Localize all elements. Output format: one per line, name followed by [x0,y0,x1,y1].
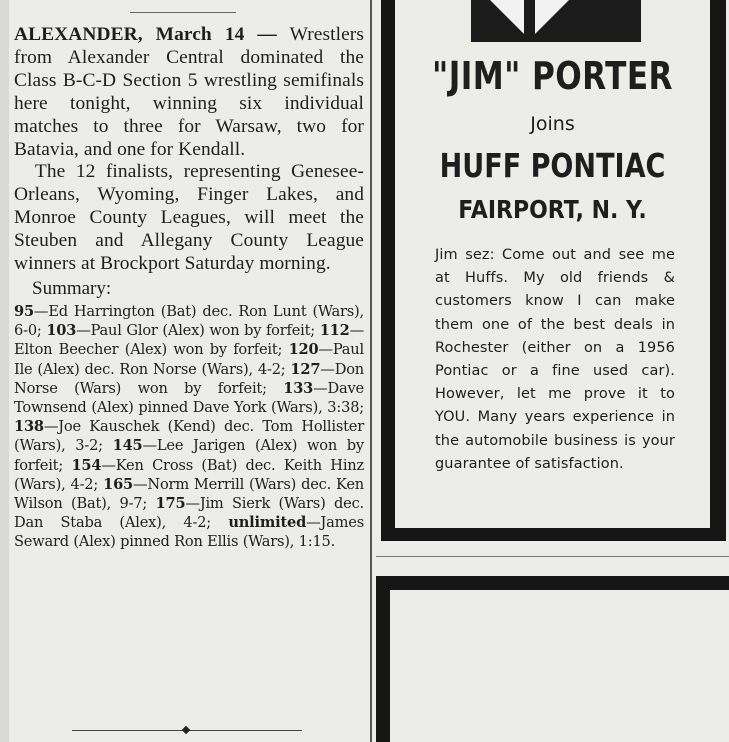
result-item: 95—Ed Harrington (Bat) dec. Ron Lunt (Wars), 6-0; [14,302,364,340]
paragraph-2-text: The 12 finalists, representing Genesee-Orleans, Wyoming, Finger Lakes, and Monroe County Leagues, will meet the Steuben and Allegany County League winners at Brockport Saturday morning. [14,161,364,275]
result-weight: 145 [112,437,143,455]
result-text: Ed Harrington (Bat) dec. Ron Lunt (Wars), 6-0; [14,302,364,340]
result-weight: unlimited [228,514,307,532]
result-text: Elton Beecher (Alex) won by forfeit; [14,341,283,359]
result-text: James Seward (Alex) pinned Ron Ellis (Wars), 1:15. [14,514,364,551]
result-item: 112—Elton Beecher (Alex) won by forfeit; [14,322,364,359]
result-weight: 127 [290,360,321,378]
result-item: 165—Norm Merrill (Wars) dec. Ken Wilson (Bat), 9-7; [14,475,364,512]
article-paragraph-2 [14,161,364,276]
result-text: Dave Townsend (Alex) pinned Dave York (Wars), 3:38; [14,379,364,416]
result-weight: 112 [319,322,350,340]
ad-headline-name: "JIM" PORTER [432,54,673,98]
ad-city: FAIRPORT, N. Y. [458,195,647,224]
top-rule [130,12,236,13]
ad-panel [395,0,710,528]
result-weight: 175 [155,495,186,512]
summary-label: Summary: [32,277,112,299]
result-item: 120—Paul Ile (Alex) dec. Ron Norse (Wars), 4-2; [14,341,364,378]
result-item: unlimited—James Seward (Alex) pinned Ron Ellis (Wars), 1:15. [14,514,364,551]
result-weight: 120 [288,341,319,359]
article-column [14,24,364,552]
result-text: Norm Merrill (Wars) dec. Ken Wilson (Bat), 9-7; [14,475,364,512]
result-text: Jim Sierk (Wars) dec. Dan Staba (Alex), 4-2; [14,495,364,532]
result-item: 103—Paul Glor (Alex) won by forfeit; [46,322,315,340]
ad-dealer-name: HUFF PONTIAC [439,146,666,185]
result-text: Paul Ile (Alex) dec. Ron Norse (Wars), 4-2; [14,341,364,378]
result-item: 133—Dave Townsend (Alex) pinned Dave York (Wars), 3:38; [14,379,364,416]
lower-ad-panel [390,590,729,742]
results-list [14,302,364,552]
result-weight: 165 [103,475,133,493]
result-item: 154—Ken Cross (Bat) dec. Keith Hinz (Wars), 4-2; [14,456,364,493]
paragraph-1-text: Wrestlers from Alexander Central dominated the Class B-C-D Section 5 wrestling semifinals here tonight, winning six individual matches to three for Warsaw, two for Batavia, and one for Kendall. [14,24,364,160]
result-item: 175—Jim Sierk (Wars) dec. Dan Staba (Alex), 4-2; [14,495,364,532]
ad-body-text: Jim sez: Come out and see me at Huffs. My old friends & customers know I can make them one of the best deals in Rochester (either on a 1956 Pontiac or a fine used car). However, let me prove it to YOU. Many years experience in the automobile business is your guarantee of satisfaction. [435,247,675,472]
result-item: 145—Lee Jarigen (Alex) won by forfeit; [14,437,364,474]
left-gutter [0,0,9,742]
article-paragraph-1 [14,24,364,161]
dateline: ALEXANDER, March 14 — [14,24,277,45]
result-weight: 154 [71,456,102,474]
advertisement [381,0,726,541]
result-weight: 138 [14,418,44,436]
column-rule [370,0,372,742]
section-rule [376,556,729,557]
result-item: 127—Don Norse (Wars) won by forfeit; [14,360,364,397]
result-text: Paul Glor (Alex) won by forfeit; [90,322,315,340]
ad-joins: Joins [530,113,575,135]
result-text: Joe Kauschek (Kend) dec. Tom Hollister (Wars), 3-2; [14,418,364,455]
result-item: 138—Joe Kauschek (Kend) dec. Tom Hollister (Wars), 3-2; [14,418,364,455]
end-diamond-icon [182,726,190,734]
result-weight: 133 [283,379,314,397]
result-text: Don Norse (Wars) won by forfeit; [14,360,364,397]
lower-ad-frame [376,576,729,742]
result-text: Ken Cross (Bat) dec. Keith Hinz (Wars), 4-2; [14,456,364,493]
result-text: Lee Jarigen (Alex) won by forfeit; [14,437,364,474]
result-weight: 95 [14,302,34,320]
result-weight: 103 [46,322,77,340]
